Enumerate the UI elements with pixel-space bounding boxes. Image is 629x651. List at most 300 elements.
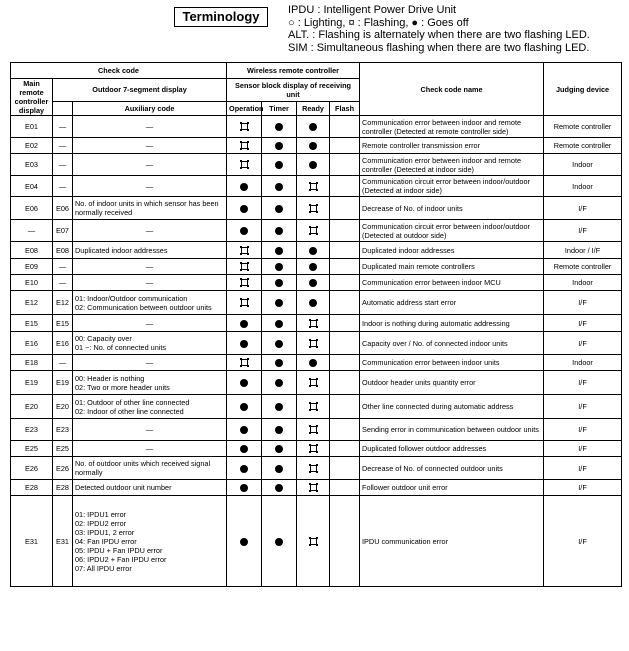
judging-device: Indoor / I/F xyxy=(544,242,622,259)
flash-cell xyxy=(330,242,360,259)
timer-cell xyxy=(262,371,297,395)
goes-off-icon xyxy=(240,227,248,235)
flash-cell xyxy=(330,395,360,419)
main-remote-code: E02 xyxy=(11,138,53,154)
check-code-name: Duplicated indoor addresses xyxy=(360,242,544,259)
auxiliary-code-line: 02: Two or more header units xyxy=(75,382,170,392)
auxiliary-code-line: — xyxy=(145,425,154,434)
operation-cell xyxy=(227,220,262,242)
judging-device: Indoor xyxy=(544,154,622,176)
auxiliary-code-line: — xyxy=(145,444,154,453)
outdoor-code: E20 xyxy=(53,395,73,419)
auxiliary-code xyxy=(73,116,227,138)
flash-cell xyxy=(330,457,360,480)
table-row xyxy=(11,371,622,395)
judging-device: I/F xyxy=(544,395,622,419)
outdoor-code: E31 xyxy=(53,496,73,587)
main-remote-code: — xyxy=(11,220,53,242)
header-aux-code: Auxiliary code xyxy=(73,101,227,115)
outdoor-code: E12 xyxy=(53,291,73,315)
auxiliary-code xyxy=(73,315,227,332)
header-check-name: Check code name xyxy=(360,63,544,116)
auxiliary-code-line: 05: IPDU + Fan IPDU error xyxy=(75,545,163,555)
outdoor-code: — xyxy=(53,116,73,138)
header-timer: Timer xyxy=(262,101,297,115)
table-row xyxy=(11,291,622,315)
goes-off-icon xyxy=(275,538,283,546)
auxiliary-code-line: — xyxy=(145,122,154,131)
check-code-name: Remote controller transmission error xyxy=(360,138,544,154)
legend-line: ALT. : Flashing is alternately when there are two flashing LED. xyxy=(288,29,590,41)
goes-off-icon xyxy=(240,465,248,473)
judging-device: Remote controller xyxy=(544,259,622,275)
goes-off-icon xyxy=(275,161,283,169)
flashing-icon xyxy=(240,278,249,287)
operation-cell xyxy=(227,275,262,291)
flash-cell xyxy=(330,480,360,496)
table-row xyxy=(11,395,622,419)
timer-cell xyxy=(262,176,297,197)
legend-line: IPDU : Intelligent Power Drive Unit xyxy=(288,4,457,16)
goes-off-icon xyxy=(240,538,248,546)
main-remote-code: E20 xyxy=(11,395,53,419)
flash-cell xyxy=(330,291,360,315)
operation-cell xyxy=(227,457,262,480)
check-code-name: Communication circuit error between indoor/outdoor (Detected at outdoor side) xyxy=(360,220,544,242)
table-row xyxy=(11,116,622,138)
goes-off-icon xyxy=(240,403,248,411)
auxiliary-code-line: — xyxy=(145,181,154,191)
header-operation: Operation xyxy=(227,101,262,115)
goes-off-icon xyxy=(275,320,283,328)
header-judging: Judging device xyxy=(544,63,622,116)
outdoor-code: — xyxy=(53,154,73,176)
judging-device: Indoor xyxy=(544,176,622,197)
flash-cell xyxy=(330,419,360,441)
check-code-name: Communication error between indoor and remote controller (Detected at indoor side) xyxy=(360,154,544,176)
flashing-icon xyxy=(309,425,318,434)
goes-off-icon xyxy=(240,183,248,191)
check-code-name: Capacity over / No. of connected indoor units xyxy=(360,332,544,355)
ready-cell xyxy=(297,332,330,355)
judging-device: I/F xyxy=(544,220,622,242)
main-remote-code: E15 xyxy=(11,315,53,332)
table-row xyxy=(11,220,622,242)
outdoor-code: — xyxy=(53,176,73,197)
judging-device: I/F xyxy=(544,332,622,355)
table-row xyxy=(11,441,622,457)
outdoor-code: — xyxy=(53,259,73,275)
flash-cell xyxy=(330,275,360,291)
flashing-icon xyxy=(240,160,249,169)
auxiliary-code-line: — xyxy=(145,141,154,150)
auxiliary-code-line: — xyxy=(145,160,154,169)
main-remote-code: E01 xyxy=(11,116,53,138)
ready-cell xyxy=(297,355,330,371)
auxiliary-code-line: — xyxy=(145,318,154,328)
check-code-name: Sending error in communication between outdoor units xyxy=(360,419,544,441)
auxiliary-code-line: 00: Capacity over xyxy=(75,334,132,343)
ready-cell xyxy=(297,441,330,457)
operation-cell xyxy=(227,496,262,587)
table-row xyxy=(11,242,622,259)
timer-cell xyxy=(262,138,297,154)
auxiliary-code xyxy=(73,395,227,419)
outdoor-code: E19 xyxy=(53,371,73,395)
flash-cell xyxy=(330,154,360,176)
auxiliary-code xyxy=(73,419,227,441)
check-code-name: Indoor is nothing during automatic addressing xyxy=(360,315,544,332)
judging-device: Remote controller xyxy=(544,116,622,138)
goes-off-icon xyxy=(275,426,283,434)
main-remote-code: E04 xyxy=(11,176,53,197)
flash-cell xyxy=(330,441,360,457)
main-remote-code: E31 xyxy=(11,496,53,587)
auxiliary-code xyxy=(73,275,227,291)
operation-cell xyxy=(227,116,262,138)
flash-cell xyxy=(330,116,360,138)
table-row xyxy=(11,259,622,275)
timer-cell xyxy=(262,116,297,138)
outdoor-code: E26 xyxy=(53,457,73,480)
check-code-name: Decrease of No. of indoor units xyxy=(360,197,544,220)
auxiliary-code-line: Detected outdoor unit number xyxy=(75,483,172,492)
goes-off-icon xyxy=(275,299,283,307)
goes-off-icon xyxy=(309,263,317,271)
header-outdoor-code xyxy=(53,101,73,115)
judging-device: I/F xyxy=(544,457,622,480)
table-row xyxy=(11,419,622,441)
goes-off-icon xyxy=(275,183,283,191)
header-check-code: Check code xyxy=(11,63,227,79)
check-code-name: Automatic address start error xyxy=(360,291,544,315)
check-code-name: Communication error between indoor MCU xyxy=(360,275,544,291)
ready-cell xyxy=(297,220,330,242)
goes-off-icon xyxy=(309,142,317,150)
main-remote-code: E18 xyxy=(11,355,53,371)
operation-cell xyxy=(227,419,262,441)
auxiliary-code xyxy=(73,457,227,480)
operation-cell xyxy=(227,291,262,315)
flashing-icon xyxy=(309,483,318,492)
main-remote-code: E19 xyxy=(11,371,53,395)
judging-device: I/F xyxy=(544,291,622,315)
flashing-icon xyxy=(309,464,318,473)
ready-cell xyxy=(297,419,330,441)
operation-cell xyxy=(227,441,262,457)
auxiliary-code xyxy=(73,138,227,154)
judging-device: Indoor xyxy=(544,355,622,371)
ready-cell xyxy=(297,496,330,587)
outdoor-code: E08 xyxy=(53,242,73,259)
auxiliary-code-line: 01: IPDU1 error xyxy=(75,509,127,519)
ready-cell xyxy=(297,197,330,220)
judging-device: I/F xyxy=(544,197,622,220)
ready-cell xyxy=(297,259,330,275)
flashing-icon xyxy=(240,122,249,131)
goes-off-icon xyxy=(275,279,283,287)
flashing-icon xyxy=(240,298,249,307)
legend-line: ○ : Lighting, ¤ : Flashing, ● : Goes off xyxy=(288,16,469,29)
table-row xyxy=(11,154,622,176)
timer-cell xyxy=(262,220,297,242)
flashing-icon xyxy=(240,358,249,367)
auxiliary-code-line: No. of indoor units in which sensor has been normally received xyxy=(75,199,219,217)
goes-off-icon xyxy=(275,205,283,213)
timer-cell xyxy=(262,197,297,220)
timer-cell xyxy=(262,457,297,480)
goes-off-icon xyxy=(309,161,317,169)
ready-cell xyxy=(297,315,330,332)
ready-cell xyxy=(297,371,330,395)
header-outdoor-7seg: Outdoor 7-segment display xyxy=(53,79,227,102)
goes-off-icon xyxy=(240,484,248,492)
operation-cell xyxy=(227,371,262,395)
flashing-icon xyxy=(309,204,318,213)
table-row xyxy=(11,332,622,355)
goes-off-icon xyxy=(275,465,283,473)
legend-line: SIM : Simultaneous flashing when there are two flashing LED. xyxy=(288,41,590,54)
auxiliary-code-line: Duplicated indoor addresses xyxy=(75,245,168,255)
outdoor-code: — xyxy=(53,138,73,154)
auxiliary-code xyxy=(73,242,227,259)
judging-device: I/F xyxy=(544,371,622,395)
flash-cell xyxy=(330,176,360,197)
flashing-icon xyxy=(309,444,318,453)
auxiliary-code xyxy=(73,355,227,371)
flashing-icon xyxy=(309,402,318,411)
operation-cell xyxy=(227,138,262,154)
operation-cell xyxy=(227,154,262,176)
operation-cell xyxy=(227,332,262,355)
goes-off-icon xyxy=(275,379,283,387)
header-wireless: Wireless remote controller xyxy=(227,63,360,79)
goes-off-icon xyxy=(275,445,283,453)
table-row xyxy=(11,138,622,154)
judging-device: I/F xyxy=(544,419,622,441)
outdoor-code: E15 xyxy=(53,315,73,332)
goes-off-icon xyxy=(275,263,283,271)
operation-cell xyxy=(227,197,262,220)
outdoor-code: E06 xyxy=(53,197,73,220)
timer-cell xyxy=(262,315,297,332)
flash-cell xyxy=(330,197,360,220)
check-code-name: Outdoor header units quantity error xyxy=(360,371,544,395)
operation-cell xyxy=(227,176,262,197)
auxiliary-code-line: 02: Indoor of other line connected xyxy=(75,406,184,416)
outdoor-code: E25 xyxy=(53,441,73,457)
judging-device: Remote controller xyxy=(544,138,622,154)
main-remote-code: E09 xyxy=(11,259,53,275)
main-remote-code: E10 xyxy=(11,275,53,291)
auxiliary-code-line: — xyxy=(145,358,154,367)
goes-off-icon xyxy=(240,379,248,387)
auxiliary-code-line: 03: IPDU1, 2 error xyxy=(75,527,135,537)
check-code-name: Other line connected during automatic address xyxy=(360,395,544,419)
flash-cell xyxy=(330,220,360,242)
auxiliary-code-line: 01 ~: No. of connected units xyxy=(75,343,167,352)
header-sensor-block: Sensor block display of receiving unit xyxy=(227,79,360,102)
main-remote-code: E03 xyxy=(11,154,53,176)
goes-off-icon xyxy=(275,247,283,255)
outdoor-code: E23 xyxy=(53,419,73,441)
main-remote-code: E12 xyxy=(11,291,53,315)
judging-device: I/F xyxy=(544,441,622,457)
table-row xyxy=(11,480,622,496)
goes-off-icon xyxy=(275,340,283,348)
timer-cell xyxy=(262,259,297,275)
goes-off-icon xyxy=(275,359,283,367)
goes-off-icon xyxy=(275,123,283,131)
flashing-icon xyxy=(309,319,318,328)
auxiliary-code xyxy=(73,371,227,395)
flash-cell xyxy=(330,371,360,395)
goes-off-icon xyxy=(275,403,283,411)
check-code-name: Duplicated follower outdoor addresses xyxy=(360,441,544,457)
operation-cell xyxy=(227,355,262,371)
timer-cell xyxy=(262,441,297,457)
check-code-name: Communication circuit error between indoor/outdoor (Detected at indoor side) xyxy=(360,176,544,197)
operation-cell xyxy=(227,395,262,419)
outdoor-code: E07 xyxy=(53,220,73,242)
goes-off-icon xyxy=(309,247,317,255)
flashing-icon xyxy=(240,141,249,150)
table-row xyxy=(11,315,622,332)
auxiliary-code-line: 01: Indoor/Outdoor communication xyxy=(75,293,188,303)
main-remote-code: E23 xyxy=(11,419,53,441)
outdoor-code: E28 xyxy=(53,480,73,496)
check-code-name: Communication error between indoor units xyxy=(360,355,544,371)
check-code-name: Duplicated main remote controllers xyxy=(360,259,544,275)
table-row xyxy=(11,197,622,220)
table-row xyxy=(11,355,622,371)
timer-cell xyxy=(262,242,297,259)
auxiliary-code-line: — xyxy=(145,278,154,287)
terminology-title: Terminology xyxy=(174,7,268,27)
outdoor-code: — xyxy=(53,355,73,371)
check-code-name: Follower outdoor unit error xyxy=(360,480,544,496)
goes-off-icon xyxy=(309,279,317,287)
ready-cell xyxy=(297,395,330,419)
ready-cell xyxy=(297,480,330,496)
main-remote-code: E28 xyxy=(11,480,53,496)
judging-device: I/F xyxy=(544,496,622,587)
auxiliary-code-line: — xyxy=(145,262,154,271)
ready-cell xyxy=(297,291,330,315)
ready-cell xyxy=(297,457,330,480)
operation-cell xyxy=(227,480,262,496)
flash-cell xyxy=(330,315,360,332)
flashing-icon xyxy=(309,226,318,235)
goes-off-icon xyxy=(240,320,248,328)
goes-off-icon xyxy=(240,205,248,213)
outdoor-code: E16 xyxy=(53,332,73,355)
timer-cell xyxy=(262,480,297,496)
ready-cell xyxy=(297,242,330,259)
goes-off-icon xyxy=(275,142,283,150)
flashing-icon xyxy=(240,262,249,271)
goes-off-icon xyxy=(309,359,317,367)
table-row xyxy=(11,496,622,587)
table-row xyxy=(11,457,622,480)
timer-cell xyxy=(262,496,297,587)
timer-cell xyxy=(262,419,297,441)
timer-cell xyxy=(262,332,297,355)
auxiliary-code-line: No. of outdoor units which received signal normally xyxy=(75,459,211,477)
auxiliary-code xyxy=(73,441,227,457)
main-remote-code: E25 xyxy=(11,441,53,457)
goes-off-icon xyxy=(240,340,248,348)
flashing-icon xyxy=(240,246,249,255)
judging-device: Indoor xyxy=(544,275,622,291)
goes-off-icon xyxy=(275,227,283,235)
timer-cell xyxy=(262,291,297,315)
timer-cell xyxy=(262,395,297,419)
auxiliary-code-line: 02: IPDU2 error xyxy=(75,518,127,528)
flashing-icon xyxy=(309,182,318,191)
auxiliary-code-line: 02: Communication between outdoor units xyxy=(75,302,212,312)
auxiliary-code-line: — xyxy=(145,226,154,235)
header-ready: Ready xyxy=(297,101,330,115)
main-remote-code: E26 xyxy=(11,457,53,480)
goes-off-icon xyxy=(240,445,248,453)
auxiliary-code xyxy=(73,176,227,197)
judging-device: I/F xyxy=(544,480,622,496)
header-main-remote: Main remote controller display xyxy=(11,79,53,116)
flashing-icon xyxy=(309,339,318,348)
timer-cell xyxy=(262,355,297,371)
auxiliary-code xyxy=(73,332,227,355)
goes-off-icon xyxy=(309,299,317,307)
flashing-icon xyxy=(309,378,318,387)
judging-device: I/F xyxy=(544,315,622,332)
table-row xyxy=(11,176,622,197)
flash-cell xyxy=(330,259,360,275)
operation-cell xyxy=(227,259,262,275)
check-code-name: Communication error between indoor and remote controller (Detected at remote controller side) xyxy=(360,116,544,138)
timer-cell xyxy=(262,154,297,176)
flashing-icon xyxy=(309,537,318,546)
main-remote-code: E08 xyxy=(11,242,53,259)
auxiliary-code-line: 01: Outdoor of other line connected xyxy=(75,397,190,407)
auxiliary-code-line: 04: Fan IPDU error xyxy=(75,536,137,546)
auxiliary-code xyxy=(73,496,227,587)
check-code-table xyxy=(10,62,622,587)
operation-cell xyxy=(227,315,262,332)
check-code-name: IPDU communication error xyxy=(360,496,544,587)
auxiliary-code xyxy=(73,197,227,220)
auxiliary-code-line: 06: IPDU2 + Fan IPDU error xyxy=(75,554,167,564)
ready-cell xyxy=(297,138,330,154)
ready-cell xyxy=(297,154,330,176)
check-code-rows xyxy=(11,116,622,587)
auxiliary-code-line: 07: All IPDU error xyxy=(75,563,132,573)
table-row xyxy=(11,275,622,291)
auxiliary-code xyxy=(73,480,227,496)
auxiliary-code xyxy=(73,220,227,242)
goes-off-icon xyxy=(275,484,283,492)
auxiliary-code xyxy=(73,154,227,176)
flash-cell xyxy=(330,332,360,355)
auxiliary-code xyxy=(73,291,227,315)
outdoor-code: — xyxy=(53,275,73,291)
auxiliary-code xyxy=(73,259,227,275)
ready-cell xyxy=(297,275,330,291)
operation-cell xyxy=(227,242,262,259)
timer-cell xyxy=(262,275,297,291)
ready-cell xyxy=(297,116,330,138)
main-remote-code: E16 xyxy=(11,332,53,355)
